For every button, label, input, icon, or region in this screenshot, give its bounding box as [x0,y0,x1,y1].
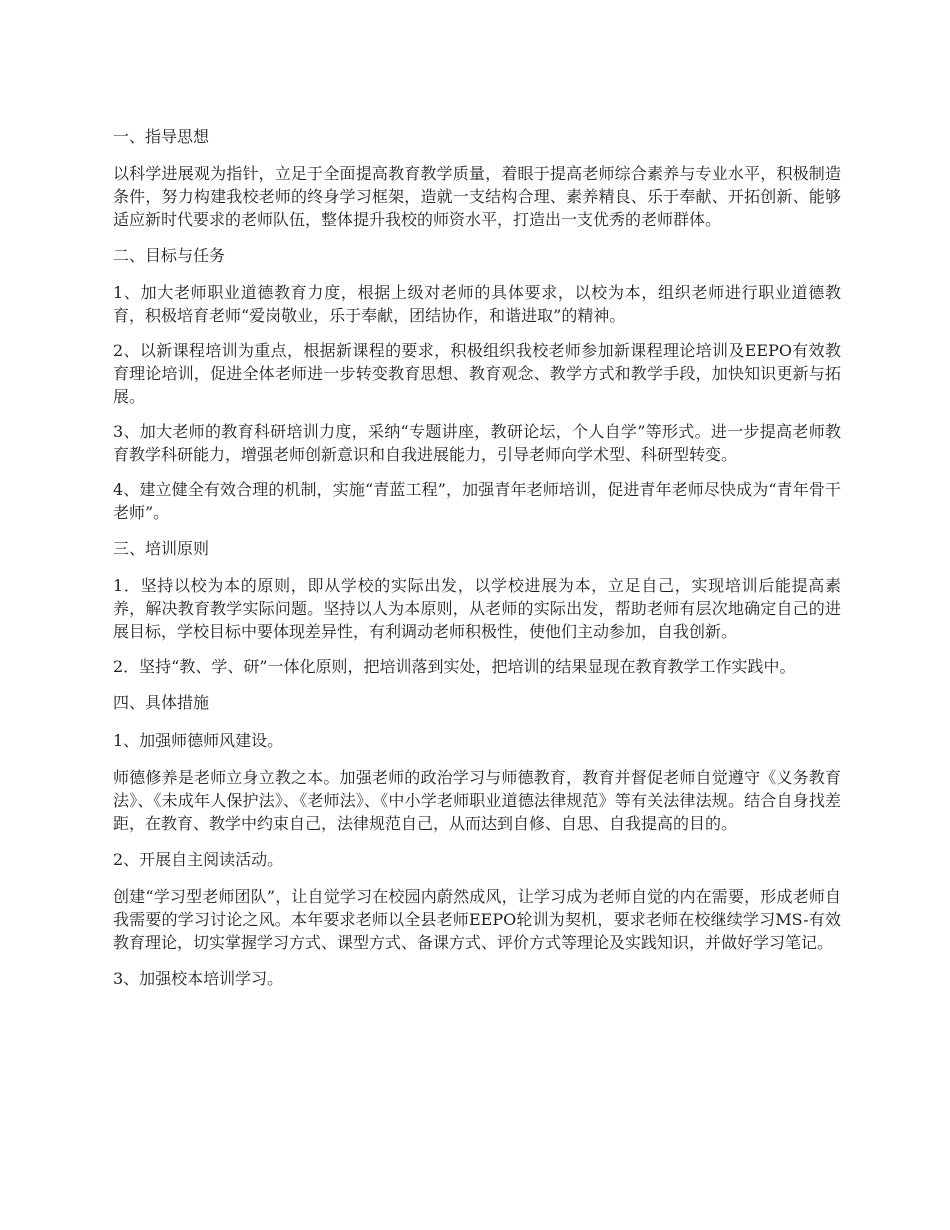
paragraph-goal-4: 4、建立健全有效合理的机制，实施“青蓝工程”，加强青年老师培训，促进青年老师尽快成为“青年骨干老师”。 [113,480,841,522]
paragraph-guiding-thought: 以科学进展观为指针，立足于全面提高教育教学质量，着眼于提高老师综合素养与专业水平，积极制造条件，努力构建我校老师的终身学习框架，造就一支结构合理、素养精良、乐于奉献、开拓创新、能够适应新时代要求的老师队伍，整体提升我校的师资水平，打造出一支优秀的老师群体。 [113,164,841,229]
paragraph-principle-1: 1．坚持以校为本的原则，即从学校的实际出发，以学校进展为本，立足自己，实现培训后能提高素养，解决教育教学实际问题。坚持以人为本原则，从老师的实际出发，帮助老师有层次地确定自己的进展目标，学校目标中要体现差异性，有利调动老师积极性，使他们主动参加，自我创新。 [113,576,841,641]
subheading-measure-3: 3、加强校本培训学习。 [113,969,284,988]
paragraph-goal-1: 1、加大老师职业道德教育力度，根据上级对老师的具体要求，以校为本，组织老师进行职业道德教育，积极培育老师“爱岗敬业，乐于奉献，团结协作，和谐进取”的精神。 [113,283,841,325]
section-heading-guiding-thought: 一、指导思想 [113,127,210,146]
subheading-measure-2: 2、开展自主阅读活动。 [113,850,284,869]
paragraph-goal-3: 3、加大老师的教育科研培训力度，采纳“专题讲座，教研论坛，个人自学”等形式。进一步提高老师教育教学科研能力，增强老师创新意识和自我进展能力，引导老师向学术型、科研型转变。 [113,422,841,464]
section-heading-training-principles: 三、培训原则 [113,539,210,558]
paragraph-principle-2: 2．坚持“教、学、研”一体化原则，把培训落到实处，把培训的结果显现在教育教学工作实践中。 [113,657,796,676]
paragraph-measure-2: 创建“学习型老师团队”，让自觉学习在校园内蔚然成风，让学习成为老师自觉的内在需要，形成老师自我需要的学习讨论之风。本年要求老师以全县老师EEPO轮训为契机，要求老师在校继续学习MS-有效教育理论，切实掌握学习方式、课型方式、备课方式、评价方式等理论及实践知识，并做好学习笔记。 [113,887,841,952]
subheading-measure-1: 1、加强师德师风建设。 [113,731,284,750]
section-heading-goals-tasks: 二、目标与任务 [113,246,226,265]
paragraph-goal-2: 2、以新课程培训为重点，根据新课程的要求，积极组织我校老师参加新课程理论培训及EEPO有效教育理论培训，促进全体老师进一步转变教育思想、教育观念、教学方式和教学手段，加快知识更新与拓展。 [113,341,841,406]
paragraph-measure-1: 师德修养是老师立身立教之本。加强老师的政治学习与师德教育，教育并督促老师自觉遵守《义务教育法》、《未成年人保护法》、《老师法》、《中小学老师职业道德法律规范》等有关法律法规。结合自身找差距，在教育、教学中约束自己，法律规范自己，从而达到自修、自思、自我提高的目的。 [113,768,841,833]
document-page [113,124,841,1004]
section-heading-measures: 四、具体措施 [113,693,210,712]
